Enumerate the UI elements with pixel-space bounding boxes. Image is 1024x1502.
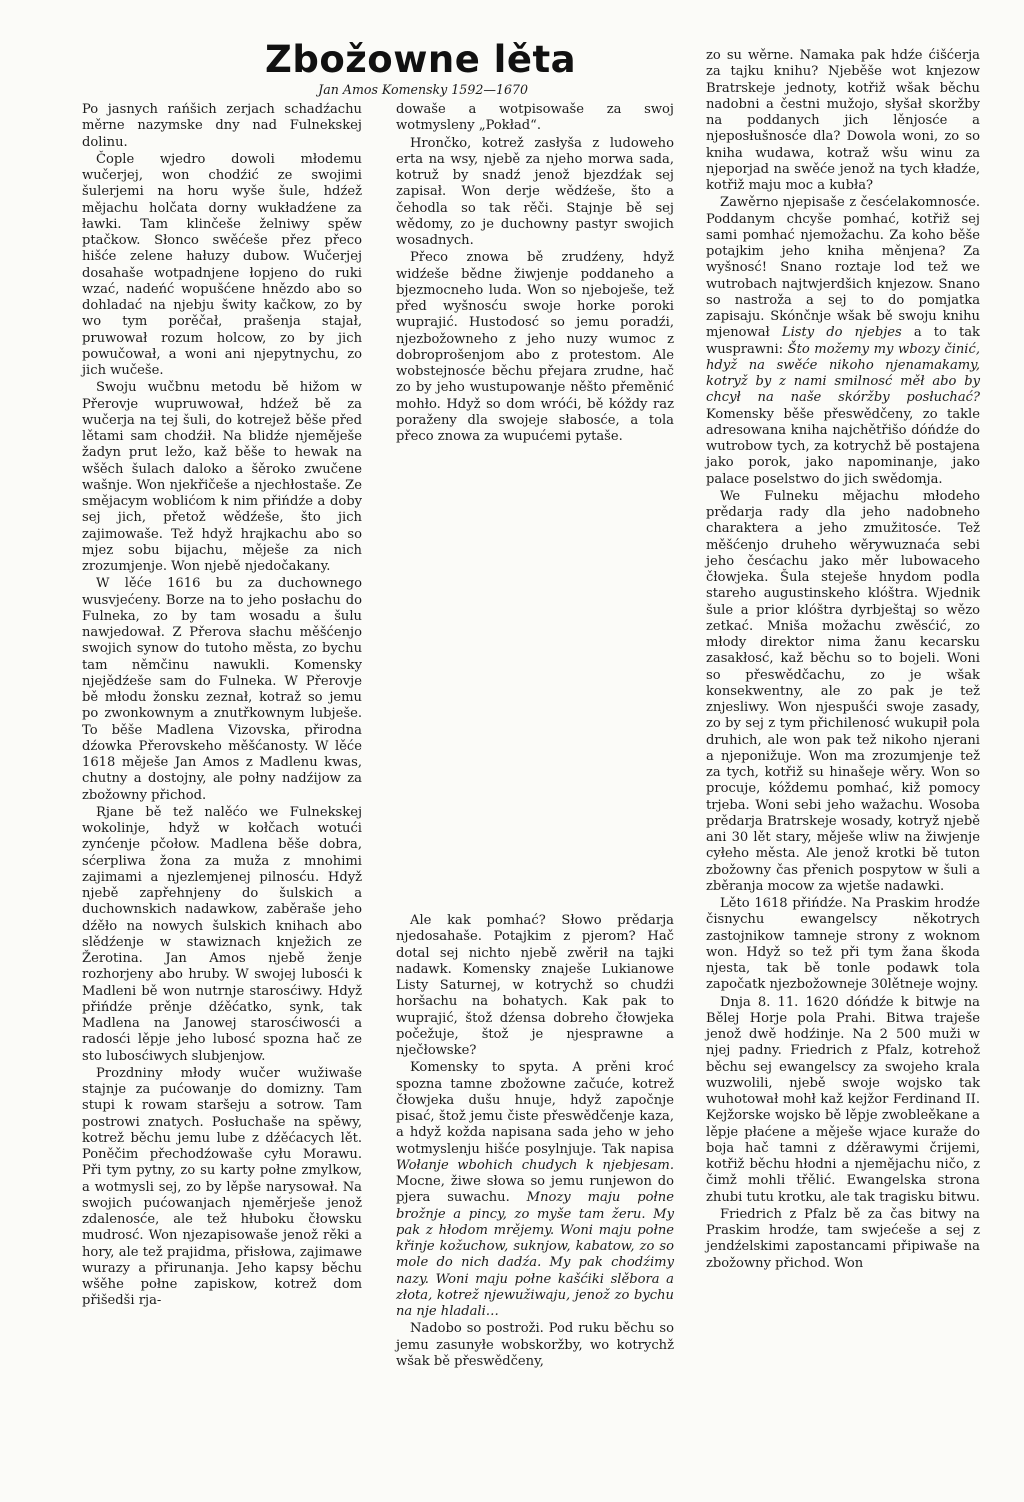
text-run: Mocne, žiwe słowa so jemu runjewon do pjera suwachu. bbox=[396, 1174, 674, 1206]
column-2-top bbox=[396, 102, 674, 446]
paragraph: Hrončko, kotrež zasłyša z ludoweho erta na wsy, njebě za njeho morwa sada, kotruž by snadź jenož bjezdźak sej zapisał. Won derje wědźeše, što a čehodla so tak rěči. Stajnje bě sej wědomy, zo je duchowny pastyr swojich wosadnych. bbox=[396, 135, 674, 248]
text-run: a to tak wusprawni: bbox=[706, 325, 980, 357]
paragraph: Lěto 1618 přińdźe. Na Praskim hrodźe čisnychu ewangelscy někotrych zastojnikow tamneje strony z woknom won. Hdyž so tež při tym žana škoda njesta, tak bě tonle podawk tola započatk njezbožowneje 30lětneje wojny. bbox=[706, 896, 980, 993]
paragraph: zo su wěrne. Namaka pak hdźe ćišćerja za tajku knihu? Njeběše wot knjezow Bratrskeje jednoty, kotřiž wšak běchu nadobni a čestni mužojo, słyšał skoržby na poddanych jich lěnjosće a njeposłušnosće dla? Dowola woni, zo so kniha wudawa, kotraž wšu winu za njeporjad na swěće jenož na tych kładźe, kotřiž maju moc a kubła? bbox=[706, 48, 980, 193]
paragraph bbox=[396, 1060, 674, 1320]
italic-quote: Što možemy my wbozy činić, hdyž na swěće nikoho njenamakamy, kotryž by z nami smilnosć měł abo by chcył na naše skóržby posłuchać? bbox=[706, 341, 980, 406]
paragraph: dowaše a wotpisowaše za swoj wotmysleny „Pokład“. bbox=[396, 102, 674, 134]
column-3 bbox=[706, 48, 980, 1273]
paragraph: Čople wjedro dowoli młodemu wučerjej, won chodźić ze swojimi šulerjemi na horu wyše šule, hdźež mějachu holčata dorny wukładźene za ławki. Tam klinčeše želniwy spěw ptačkow. Słonco swěćeše přez přeco hišće zelene hałuzy dubow. Wučerjej dosahaše wotpadnjene łopjeno do ruki wzać, nadeńć wopušćene hnězdo abo so dohladać na njebju šwity kačkow, zo by wo tym porěčał, prašenja stajał, pruwował rozum holcow, zo by jich powučował, a woni ani njepytnychu, zo jich wučeše. bbox=[82, 151, 362, 378]
paragraph: Prozdniny młody wučer wužiwaše stajnje za pućowanje do domizny. Tam stupi k rowam staršeju a sotrow. Tam postrowi znatych. Posłuchaše na spěwy, kotrež běchu jemu lube z dźěćacych lět. Poněčim přechodźowaše cyłu Morawu. Při tym pytny, zo su karty połne zmylkow, a wotmysli sej, zo by lěpše narysował. Na swojich pućowanjach njeměrješe jenož zdalenosće, ale tež hłuboku čłowsku mudrosć. Won njezapisowaše jenož rěki a hory, ale tež prajidma, přisłowa, zajimawe wurazy a přirunanja. Jeho kapsy běchu wšěhe połne zapiskow, kotrež dom přišedši rja- bbox=[82, 1065, 362, 1309]
paragraph: We Fulneku mějachu młodeho prědarja rady dla jeho nadobneho charaktera a jeho zmužitosće. Tež měšćenjo druheho wěrywuznaća sebi jeho česćachu jako měr lubowaceho čłowjeka. Šula steješe hnydom podla stareho augustinskeho klóštra. Wjednik šule a prior klóštra dyrbještaj so wězo zetkać. Mniša možachu zwěsćić, zo młody direktor nima žanu kecarsku zasakłosć, kaž běchu so to bojeli. Woni so přeswědčachu, zo je wšak konsekwentny, ale zo pak je tež znjesliwy. Won njespušći swoje zasady, zo by sej z tym přichilenosć wukupił pola druhich, ale won pak tež nikoho njerani a njeponižuje. Won ma zrozumjenje tež za tych, kotřiž su hinašeje wěry. Won so procuje, kóždemu pomhać, kiž pomocy trjeba. Woni sebi jeho wažachu. Wosoba prědarja Bratrskeje wosady, kotryž njebě ani 30 lět stary, měješe wliw na žiwjenje cyłeho města. Ale jenož krotki bě tuton zbožowny čas přenich pospytow w šuli a zběranja mocow za wjetše nadawki. bbox=[706, 488, 980, 894]
text-run: Komensky běše přeswědčeny, zo takle adresowana kniha najchětřišo dóńdźe do wutrobow tych, za kotrychž bě postajena jako porok, jako napominanje, jako palace poselstwo do jich swědomja. bbox=[706, 406, 980, 487]
paragraph: Swoju wučbnu metodu bě hižom w Přerovje wupruwował, hdźež bě za wučerja na tej šuli, do kotrejež běše před lětami sam chodźił. Na blidźe njeměješe žadyn prut ležo, kaž běše to hewak na wšěch šulach daloko a šěroko zwučene wašnje. Won njekřičeše a njechłostaše. Ze smějacym woblićom k nim přińdźe a doby sej jich, přetož wědźeše, što jich zajimowaše. Tež hdyž hrajkachu abo so mjez sobu bijachu, měješe za nich zrozumjenje. Won njebě njedočakany. bbox=[82, 380, 362, 574]
italic-quote: Mnozy maju połne brožnje a pincy, zo myše tam žeru. My pak z hłodom mrějemy. Woni maju połne křinje kožuchow, suknjow, kabatow, zo so mole do nich dadźa. My pak chodźimy nazy. Woni maju połne kašćiki slěbora a złota, kotrež njewužiwaju, jenož zo bychu na nje hladali… bbox=[396, 1190, 674, 1319]
paragraph: Rjane bě tež nalěćo we Fulnekskej wokolinje, hdyž w kołčach wotući zynćenje pčołow. Madlena běše dobra, sćerpliwa žona za muža z mnohimi zajimami a njezlemjenej pilnosću. Hdyž njebě zapřehnjeny do šulskich a duchownskich nadawkow, zaběraše jeho dźěło na nowych šulskich knihach abo slědźenje w stawiznach knježich ze Žerotina. Jan Amos njebě ženje rozhorjeny abo hruby. W swojej lubosći k Madleni bě won nutrnje starosćiwy. Hdyž přińdźe prěnje dźěćatko, synk, tak Madlena na Janowej starosćiwosći a radosći lěpje jeho lubosć spozna hač ze sto lubosćiwych slubjenjow. bbox=[82, 804, 362, 1064]
paragraph: Přeco znowa bě zrudźeny, hdyž widźeše bědne žiwjenje poddaneho a bjezmocneho luda. Won so njeboješe, tež před wyšnosću swoje horke poroki wuprajić. Hustodosć so jemu poradźi, njezbožowneho z jeho nuzy wumoc z dobroprošenjom abo z protestom. Ale wobstejnosće běchu přejara zrudne, hač zo by jeho wustupowanje něšto přeměnić mohło. Hdyž so dom wróći, bě kóždy raz poraženy dla swojeje słabosće, a tola přeco znowa za wupućemi pytaše. bbox=[396, 250, 674, 444]
text-run: Zawěrno njepisaše z česćelakomnosće. Poddanym chcyše pomhać, kotřiž sej sami pomhać njemožachu. Za koho běše potajkim jeho kniha měnjena? Za wyšnosć! Snano roztaje lod tež we wutrobach najtwjerdšich knjezow. Snano so nastroža a sej to do pomjatka zapisaju. Skónčnje wšak bě swoju knihu mjenował bbox=[706, 195, 980, 341]
article-title: Zbožowne lěta bbox=[265, 38, 577, 81]
text-run: Komensky to spyta. A prěni kroć spozna tamne zbožowne začuće, kotrež čłowjeka dušu hnuje, hdyž započnje pisać, štož jemu čiste přeswědčenje kaza, a hdyž kožda napisana sada jeho w jeho wotmyslenju hišće posylnjuje. Tak napisa bbox=[396, 1060, 674, 1157]
paragraph: Dnja 8. 11. 1620 dóńdźe k bitwje na Bělej Horje pola Prahi. Bitwa traješe jenož dwě hodźinje. Na 2 500 muži w njej padny. Friedrich z Pfalz, kotrehož běchu sej ewangelscy za swojeho krala wuzwolili, njebě swoje wojsko tak wuhotował mohł kaž kejžor Ferdinand II. Kejžorske wojsko bě lěpje zwobleěkane a lěpje płaćene a měješe wjace kuraže do boja hač tamni z dźěrawymi črijemi, kotřiž běchu hłodni a njemějachu ničo, z čimž mohli třělić. Ewangelska strona zhubi tutu krotku, ale tak tragisku bitwu. bbox=[706, 994, 980, 1205]
paragraph: Nadobo so postroži. Pod ruku běchu so jemu zasunyłe wobskoržby, wo kotrychž wšak bě přeswědčeny, bbox=[396, 1321, 674, 1369]
article-subtitle: Jan Amos Komensky 1592—1670 bbox=[318, 82, 528, 97]
italic-title: Wołanje wbohich chudych k njebjesam. bbox=[396, 1157, 674, 1173]
column-1 bbox=[82, 102, 362, 1311]
paragraph: Ale kak pomhać? Słowo prědarja njedosahaše. Potajkim z pjerom? Hač dotal sej nichto njebě zwěrił na tajki nadawk. Komensky znaješe Lukianowe Listy Saturnej, w kotrychž so chudźi horšachu na bohatych. Kak pak to wuprajić, štož dźensa dobreho čłowjeka počežuje, štož je njesprawne a nječłowske? bbox=[396, 913, 674, 1058]
column-2-bottom bbox=[396, 913, 674, 1371]
italic-title: Listy do njebjes bbox=[781, 325, 902, 341]
paragraph: W lěće 1616 bu za duchownego wusvjećeny. Borze na to jeho posłachu do Fulneka, zo by tam wosadu a šulu nawjedował. Z Přerova słachu měšćenjo swojich synow do tutoho města, zo bychu tam němčinu nawukli. Komensky njejědźeše sam do Fulneka. W Přerovje bě młodu žonsku zeznał, kotraž so jemu po zwonkownym a znutřkownym lubješe. To běše Madlena Vizovska, přirodna dźowka Přerovskeho měšćanosty. W lěće 1618 měješe Jan Amos z Madlenu kwas, chutny a dostojny, ale połny nadźijow za zbožowny přichod. bbox=[82, 576, 362, 803]
paragraph: Po jasnych rańšich zerjach schadźachu měrne nazymske dny nad Fulnekskej dolinu. bbox=[82, 102, 362, 150]
paragraph bbox=[706, 195, 980, 488]
paragraph: Friedrich z Pfalz bě za čas bitwy na Praskim hrodźe, tam swjećeše a sej z jendźelskimi zapostancami připiwaše na zbožowny přichod. Won bbox=[706, 1206, 980, 1271]
